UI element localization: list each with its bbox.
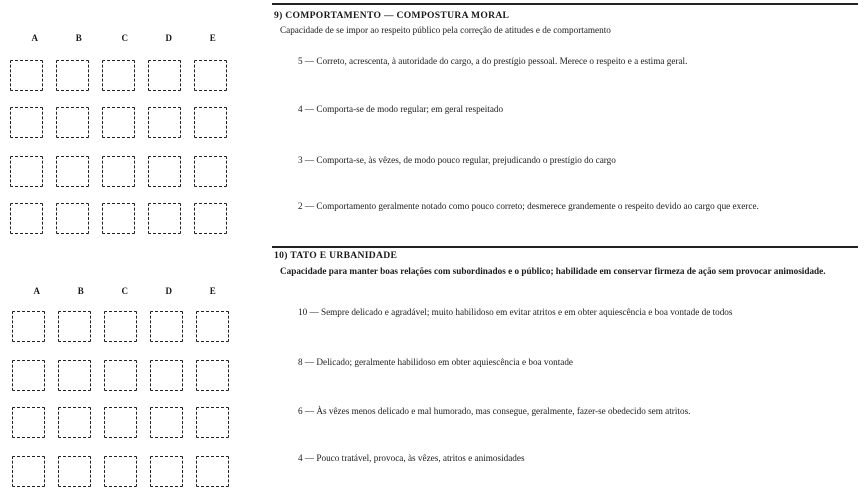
- checkbox-r4-c[interactable]: [102, 203, 135, 234]
- checkbox-r2-e[interactable]: [194, 107, 227, 138]
- rating-grid-top: [8, 33, 230, 233]
- conduct-option-5: 5 — Correto, acrescenta, à autoridade do cargo, a do prestígio pessoal. Merece o respeito e a estima geral.: [298, 56, 688, 66]
- section-marker: 9): [274, 10, 286, 21]
- column-letter-e: E: [209, 33, 217, 43]
- section-conduct-description: Capacidade de se impor ao respeito público pela correção de atitudes e de comportamento: [280, 25, 611, 35]
- column-letters: [8, 33, 230, 47]
- checkbox-r4-a[interactable]: [10, 203, 43, 234]
- checkbox-r1-a[interactable]: [12, 311, 45, 342]
- checkbox-r2-e[interactable]: [196, 360, 229, 391]
- checkbox-r1-b[interactable]: [58, 311, 91, 342]
- conduct-option-2: 2 — Comportamento geralmente notado como pouco correto; desmerece grandemente o respeito devido ao cargo que exerce.: [298, 201, 759, 211]
- checkbox-r4-c[interactable]: [104, 456, 137, 487]
- checkbox-r4-d[interactable]: [150, 456, 183, 487]
- tact-option-8: 8 — Delicado; geralmente habilidoso em obter aquiescência e boa vontade: [298, 357, 574, 367]
- column-letter-b: B: [77, 286, 85, 296]
- checkbox-r1-e[interactable]: [196, 311, 229, 342]
- checkbox-r1-c[interactable]: [102, 60, 135, 91]
- checkbox-r4-d[interactable]: [148, 203, 181, 234]
- conduct-option-4: 4 — Comporta-se de modo regular; em geral respeitado: [298, 104, 504, 114]
- checkbox-r3-e[interactable]: [196, 407, 229, 438]
- checkbox-r4-e[interactable]: [196, 456, 229, 487]
- checkbox-r1-a[interactable]: [10, 60, 43, 91]
- column-letters: [8, 286, 230, 300]
- column-letter-b: B: [75, 33, 83, 43]
- checkbox-r1-c[interactable]: [104, 311, 137, 342]
- checkbox-r2-c[interactable]: [102, 107, 135, 138]
- checkbox-r3-b[interactable]: [58, 407, 91, 438]
- section-conduct-header: 9) COMPORTAMENTO — COMPOSTURA MORAL: [274, 10, 510, 21]
- column-letter-a: A: [31, 33, 39, 43]
- checkbox-r2-b[interactable]: [56, 107, 89, 138]
- checkbox-r2-c[interactable]: [104, 360, 137, 391]
- section-tact-header: 10) TATO E URBANIDADE: [274, 250, 398, 261]
- tact-option-4: 4 — Pouco tratável, provoca, às vêzes, atritos e animosidades: [298, 453, 525, 463]
- section-tact-description: Capacidade para manter boas relações com subordinados e o público; habilidade em conservar firmeza de ação sem provocar animosidade.: [280, 266, 826, 276]
- checkbox-r1-e[interactable]: [194, 60, 227, 91]
- checkbox-r3-c[interactable]: [104, 407, 137, 438]
- top-divider: [272, 3, 858, 5]
- checkbox-r1-b[interactable]: [56, 60, 89, 91]
- column-letter-e: E: [209, 286, 217, 296]
- column-letter-a: A: [33, 286, 41, 296]
- checkbox-r4-a[interactable]: [12, 456, 45, 487]
- conduct-option-3: 3 — Comporta-se, às vêzes, de modo pouco regular, prejudicando o prestígio do cargo: [298, 155, 616, 165]
- checkbox-r3-d[interactable]: [148, 156, 181, 187]
- column-letter-c: C: [121, 286, 129, 296]
- checkbox-r4-b[interactable]: [58, 456, 91, 487]
- rating-grid-bottom: [8, 286, 230, 486]
- checkbox-r1-d[interactable]: [150, 311, 183, 342]
- checkbox-r2-b[interactable]: [58, 360, 91, 391]
- checkbox-r3-c[interactable]: [102, 156, 135, 187]
- checkbox-r3-e[interactable]: [194, 156, 227, 187]
- column-letter-d: D: [165, 33, 173, 43]
- column-letter-d: D: [165, 286, 173, 296]
- tact-option-10: 10 — Sempre delicado e agradável; muito habilidoso em evitar atritos e em obter aquiescência e boa vontade de todos: [298, 307, 733, 317]
- checkbox-r2-a[interactable]: [10, 107, 43, 138]
- checkbox-r3-d[interactable]: [150, 407, 183, 438]
- checkbox-r2-a[interactable]: [12, 360, 45, 391]
- checkbox-r3-b[interactable]: [56, 156, 89, 187]
- checkbox-r2-d[interactable]: [148, 107, 181, 138]
- checkbox-r3-a[interactable]: [12, 407, 45, 438]
- checkbox-r4-e[interactable]: [194, 203, 227, 234]
- checkbox-r3-a[interactable]: [10, 156, 43, 187]
- tact-option-6: 6 — Às vêzes menos delicado e mal humorado, mas consegue, geralmente, fazer-se obedecido sem atritos.: [298, 406, 691, 416]
- checkbox-r1-d[interactable]: [148, 60, 181, 91]
- section-divider: [272, 246, 858, 248]
- column-letter-c: C: [121, 33, 129, 43]
- checkbox-r2-d[interactable]: [150, 360, 183, 391]
- checkbox-r4-b[interactable]: [56, 203, 89, 234]
